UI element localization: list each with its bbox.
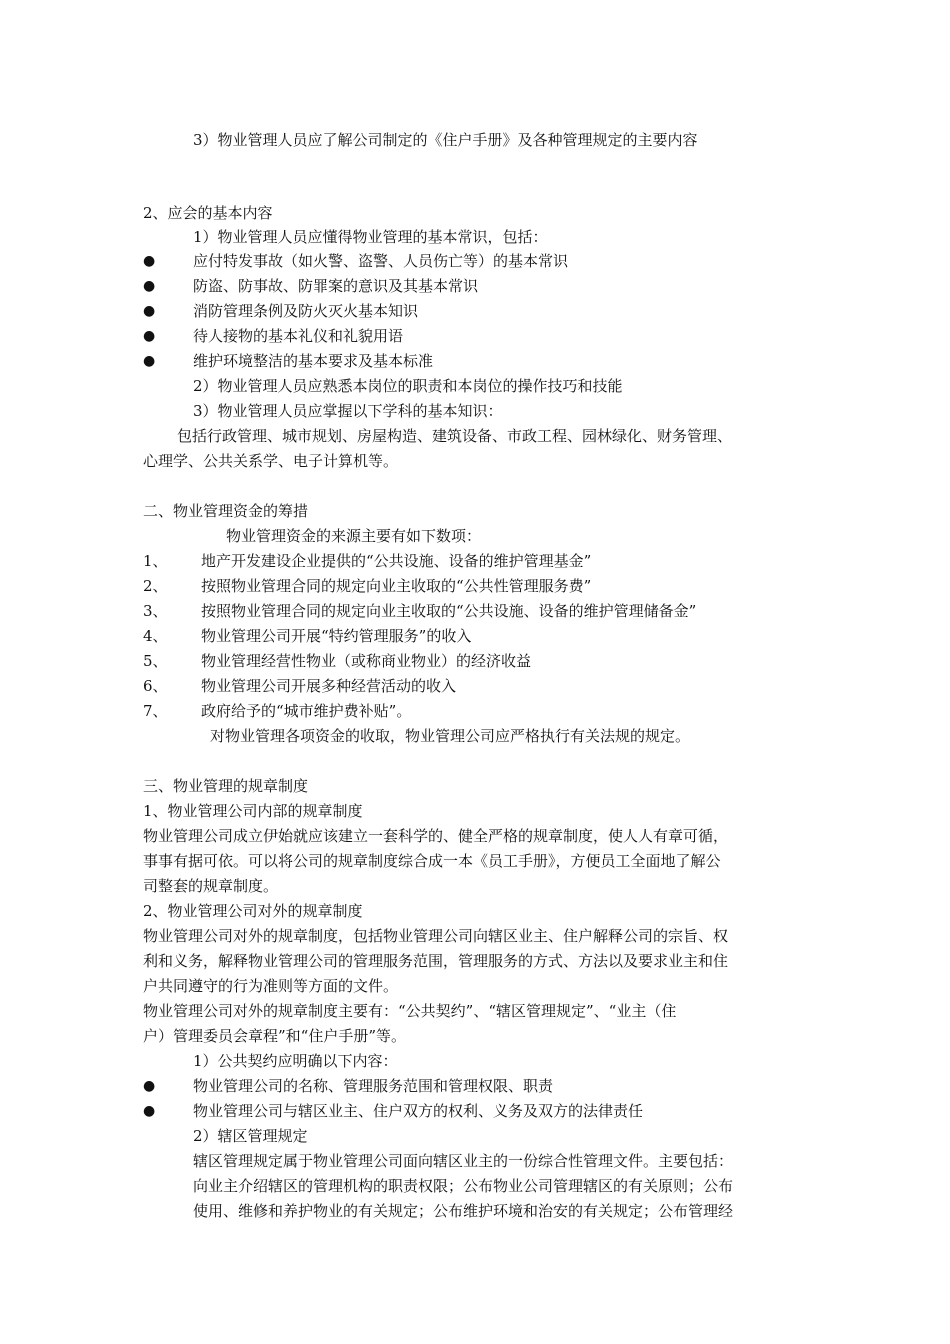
- list-number: 4、: [143, 627, 168, 645]
- bullet-icon: ●: [143, 278, 156, 294]
- list-item: 地产开发建设企业提供的“公共设施、设备的维护管理基金”: [201, 552, 592, 570]
- text-line: 1）公共契约应明确以下内容：: [193, 1052, 398, 1070]
- bullet-icon: ●: [143, 253, 156, 269]
- section-title: 二、物业管理资金的筹措: [143, 502, 309, 520]
- list-item: 物业管理公司开展“特约管理服务”的收入: [201, 627, 472, 645]
- paragraph-line: 向业主介绍辖区的管理机构的职责权限；公布物业公司管理辖区的有关原则；公布: [193, 1177, 734, 1195]
- list-item: 待人接物的基本礼仪和礼貌用语: [193, 327, 404, 345]
- list-item: 物业管理公司开展多种经营活动的收入: [201, 677, 457, 695]
- paragraph-line: 户）管理委员会章程”和“住户手册”等。: [143, 1027, 407, 1045]
- list-item: 消防管理条例及防火灭火基本知识: [193, 302, 419, 320]
- heading-2: 2、应会的基本内容: [143, 204, 273, 222]
- bullet-icon: ●: [143, 328, 156, 344]
- paragraph-line: 辖区管理规定属于物业管理公司面向辖区业主的一份综合性管理文件。主要包括：: [193, 1152, 734, 1170]
- text-line: 2）物业管理人员应熟悉本岗位的职责和本岗位的操作技巧和技能: [193, 377, 623, 395]
- subsection-title: 1、物业管理公司内部的规章制度: [143, 802, 363, 820]
- list-item: 物业管理经营性物业（或称商业物业）的经济收益: [201, 652, 532, 670]
- list-number: 2、: [143, 577, 168, 595]
- list-number: 7、: [143, 702, 168, 720]
- section-title: 三、物业管理的规章制度: [143, 777, 309, 795]
- list-number: 5、: [143, 652, 168, 670]
- bullet-icon: ●: [143, 353, 156, 369]
- paragraph-line: 利和义务，解释物业管理公司的管理服务范围，管理服务的方式、方法以及要求业主和住: [143, 952, 729, 970]
- text-line: 1）物业管理人员应懂得物业管理的基本常识，包括：: [193, 228, 548, 246]
- list-number: 6、: [143, 677, 168, 695]
- paragraph-line: 户共同遵守的行为准则等方面的文件。: [143, 977, 399, 995]
- list-number: 1、: [143, 552, 168, 570]
- paragraph-line: 物业管理公司对外的规章制度，包括物业管理公司向辖区业主、住户解释公司的宗旨、权: [143, 927, 729, 945]
- list-item: 物业管理公司的名称、管理服务范围和管理权限、职责: [193, 1077, 554, 1095]
- list-item: 应付特发事故（如火警、盗警、人员伤亡等）的基本常识: [193, 252, 569, 270]
- list-number: 3、: [143, 602, 168, 620]
- bullet-icon: ●: [143, 1103, 156, 1119]
- list-item: 政府给予的“城市维护费补贴”。: [201, 702, 412, 720]
- subsection-title: 2、物业管理公司对外的规章制度: [143, 902, 363, 920]
- list-item: 按照物业管理合同的规定向业主收取的“公共性管理服务费”: [201, 577, 592, 595]
- paragraph-line: 使用、维修和养护物业的有关规定；公布维护环境和治安的有关规定；公布管理经: [193, 1202, 734, 1220]
- paragraph-line: 司整套的规章制度。: [143, 877, 279, 895]
- text-line: 3）物业管理人员应了解公司制定的《住户手册》及各种管理规定的主要内容: [193, 131, 698, 149]
- paragraph-line: 事事有据可依。可以将公司的规章制度综合成一本《员工手册》，方便员工全面地了解公: [143, 852, 721, 870]
- list-item: 按照物业管理合同的规定向业主收取的“公共设施、设备的维护管理储备金”: [201, 602, 697, 620]
- text-line: 3）物业管理人员应掌握以下学科的基本知识：: [193, 402, 503, 420]
- list-item: 防盗、防事故、防罪案的意识及其基本常识: [193, 277, 479, 295]
- text-line: 对物业管理各项资金的收取，物业管理公司应严格执行有关法规的规定。: [210, 727, 691, 745]
- list-item: 物业管理公司与辖区业主、住户双方的权利、义务及双方的法律责任: [193, 1102, 644, 1120]
- text-line: 包括行政管理、城市规划、房屋构造、建筑设备、市政工程、园林绿化、财务管理、: [177, 427, 733, 445]
- text-line: 2）辖区管理规定: [193, 1127, 308, 1145]
- paragraph-line: 物业管理公司对外的规章制度主要有：“公共契约”、“辖区管理规定”、“业主（住: [143, 1002, 677, 1020]
- list-item: 维护环境整洁的基本要求及基本标准: [193, 352, 434, 370]
- bullet-icon: ●: [143, 303, 156, 319]
- bullet-icon: ●: [143, 1078, 156, 1094]
- paragraph-line: 物业管理公司成立伊始就应该建立一套科学的、健全严格的规章制度，使人人有章可循，: [143, 827, 729, 845]
- text-line: 心理学、公共关系学、电子计算机等。: [143, 452, 399, 470]
- text-line: 物业管理资金的来源主要有如下数项：: [226, 527, 482, 545]
